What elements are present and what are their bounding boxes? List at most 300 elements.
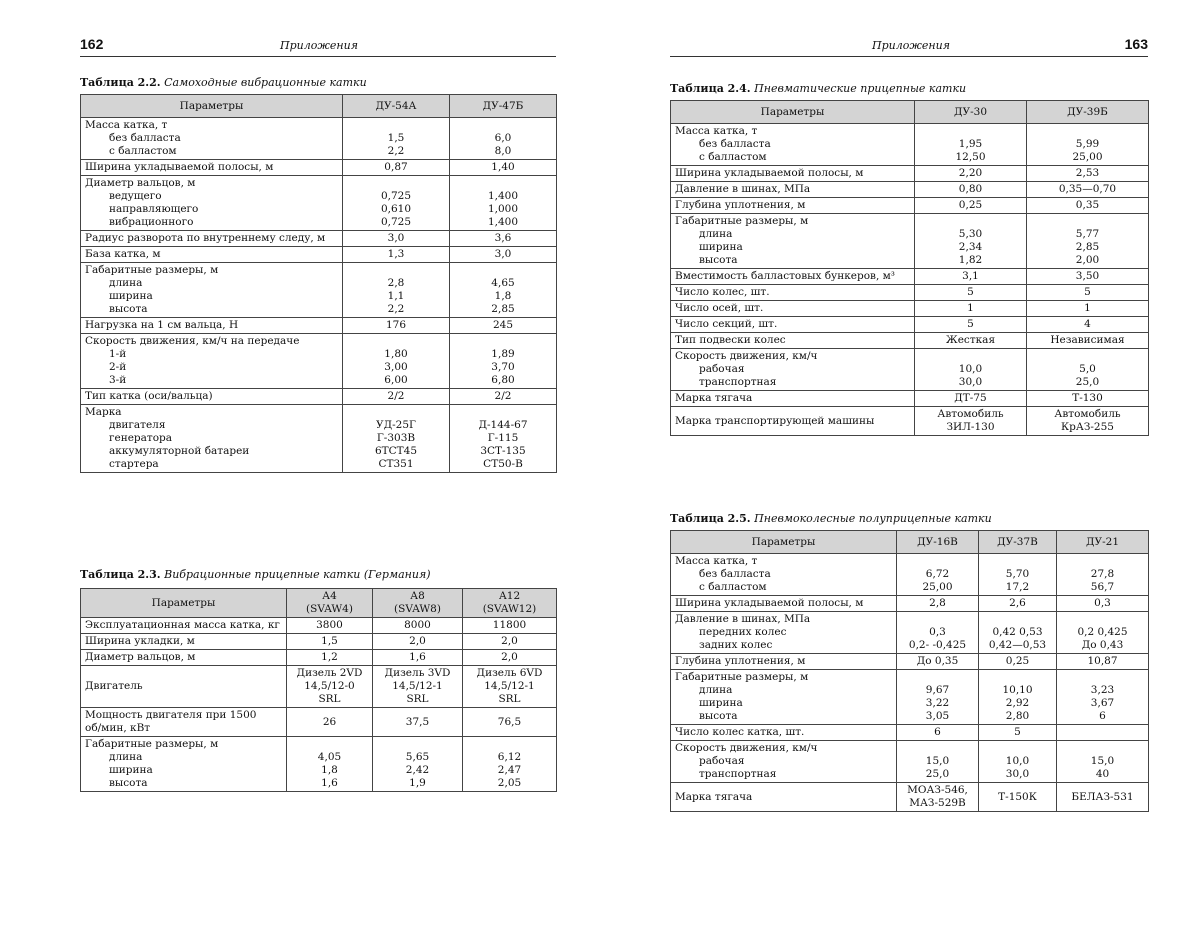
header-text: (SVAW8) [394, 603, 441, 615]
param-cell [671, 269, 915, 285]
param-label: Ширина укладываемой полосы, м [85, 161, 274, 173]
column-header-model [915, 101, 1027, 124]
value-text: 2,0 [409, 635, 426, 647]
param-label: Марка транспортирующей машины [675, 414, 875, 427]
param-cell [671, 198, 915, 214]
value-text: Автомобиль [937, 408, 1004, 420]
sub-param-label: длина [699, 228, 733, 240]
value-text: 25,0 [925, 768, 950, 780]
table-2-5-caption [670, 512, 992, 525]
value-cell [979, 554, 1057, 596]
value-cell [373, 650, 463, 666]
column-header-model [1027, 101, 1149, 124]
param-cell [81, 160, 343, 176]
value-text: 25,0 [1075, 376, 1100, 388]
value-text: 2,85 [491, 303, 515, 315]
sub-param-label: рабочая [699, 363, 745, 375]
value-text: 11800 [492, 619, 527, 631]
value-text: 0,2 0,425 [1077, 626, 1128, 638]
value-text: 0,80 [958, 183, 983, 195]
value-text: 4 [1084, 318, 1091, 330]
value-text: 14,5/12-0 [304, 680, 355, 692]
table-row [81, 666, 557, 708]
value-cell [450, 160, 557, 176]
value-text: 1,89 [491, 348, 515, 360]
value-cell [1027, 317, 1149, 333]
value-text: 26 [322, 715, 337, 728]
value-text: 5,30 [958, 228, 983, 240]
value-text: 2,47 [497, 764, 522, 776]
value-text: 3,00 [384, 361, 408, 373]
table-header-row [81, 95, 557, 118]
value-text: 3,1 [962, 270, 979, 282]
header-text: ДУ-16В [917, 535, 958, 548]
value-cell [915, 333, 1027, 349]
value-cell [1027, 391, 1149, 407]
value-cell [1057, 654, 1149, 670]
table-row [671, 741, 1149, 783]
column-header-model [343, 95, 450, 118]
value-text: 8000 [404, 619, 431, 631]
value-text: 1 [1084, 302, 1091, 314]
param-cell [81, 650, 287, 666]
value-text: Т-150К [998, 790, 1037, 803]
value-cell [450, 334, 557, 389]
right-page [600, 0, 1200, 928]
value-text: Независимая [1050, 334, 1125, 346]
sub-param-label: высота [109, 777, 148, 789]
table-2-3-title: Вибрационные прицепные катки (Германия) [164, 568, 431, 581]
value-text: 176 [385, 319, 407, 331]
param-label: Давление в шинах, МПа [675, 183, 811, 195]
header-text: А4 [322, 590, 337, 602]
value-text: 9,67 [925, 684, 950, 696]
table-row [671, 596, 1149, 612]
sub-param-label: высота [699, 710, 738, 722]
param-cell [671, 612, 897, 654]
param-label: Давление в шинах, МПа [675, 613, 811, 625]
value-text: 0,35 [1075, 199, 1100, 211]
value-text: 3,0 [494, 248, 512, 260]
value-text: 1,5 [387, 132, 405, 144]
value-text: 0,42 0,53 [992, 626, 1043, 638]
value-text: 1,82 [958, 254, 983, 266]
table-row [671, 301, 1149, 317]
value-text: 0,725 [380, 190, 412, 202]
value-text: 0,87 [384, 161, 408, 173]
value-text: Г-115 [487, 432, 519, 444]
value-cell [915, 285, 1027, 301]
value-text: 15,0 [925, 755, 950, 767]
value-text: 4,65 [491, 277, 515, 289]
value-text: 1,400 [487, 190, 519, 202]
column-header-model [373, 589, 463, 618]
value-cell [450, 176, 557, 231]
param-cell [81, 231, 343, 247]
value-text: 3,23 [1090, 684, 1115, 696]
value-cell [450, 247, 557, 263]
value-text: 2,2 [387, 145, 405, 157]
param-label: Число колес, шт. [675, 286, 770, 298]
param-label: Мощность двигателя при 1500 [85, 709, 257, 721]
value-cell [463, 666, 557, 708]
value-cell [287, 737, 373, 792]
table-2-5 [670, 530, 1149, 812]
param-label: Диаметр вальцов, м [85, 177, 196, 189]
value-text: 6,12 [497, 751, 522, 763]
value-cell [1057, 612, 1149, 654]
value-cell [979, 725, 1057, 741]
right-page-header [670, 36, 1148, 57]
table-row [671, 391, 1149, 407]
value-text: 1,6 [409, 651, 426, 663]
value-cell [979, 741, 1057, 783]
table-row [671, 654, 1149, 670]
table-2-3 [80, 588, 557, 792]
sub-param-label: ширина [109, 290, 153, 302]
value-text: 2,8 [929, 597, 946, 609]
table-row [81, 318, 557, 334]
column-header-model [897, 531, 979, 554]
value-cell [1027, 166, 1149, 182]
value-text: СТ50-В [483, 458, 523, 470]
param-label: Скорость движения, км/ч [675, 350, 818, 362]
value-cell [1027, 349, 1149, 391]
value-text: 3,70 [491, 361, 515, 373]
value-cell [1027, 214, 1149, 269]
header-text: Параметры [179, 99, 244, 112]
sub-param-label: транспортная [699, 376, 777, 388]
value-text: 3800 [316, 619, 343, 631]
sub-param-label: без балласта [699, 138, 771, 150]
sub-param-label: длина [109, 277, 143, 289]
value-text: 30,0 [1005, 768, 1030, 780]
param-cell [671, 349, 915, 391]
param-cell [671, 783, 897, 812]
value-cell [450, 405, 557, 473]
value-text: 2,53 [1075, 167, 1100, 179]
value-text: До 0,35 [916, 655, 959, 667]
table-row [671, 124, 1149, 166]
table-row [671, 269, 1149, 285]
sub-param-label: рабочая [699, 755, 745, 767]
value-text: 10,0 [1005, 755, 1030, 767]
table-row [81, 118, 557, 160]
value-text: 1,95 [958, 138, 983, 150]
value-text: 8,0 [494, 145, 512, 157]
value-text: 14,5/12-1 [484, 680, 535, 692]
value-text: 6,00 [384, 374, 408, 386]
sub-param-label: ширина [699, 241, 743, 253]
table-2-3-caption [80, 568, 431, 581]
value-text: 10,87 [1087, 655, 1118, 667]
header-text: ДУ-37В [997, 535, 1038, 548]
param-label: Глубина уплотнения, м [675, 655, 806, 667]
value-cell [915, 317, 1027, 333]
value-text: 1,400 [487, 216, 519, 228]
value-cell [450, 318, 557, 334]
sub-param-label: транспортная [699, 768, 777, 780]
value-cell [897, 725, 979, 741]
value-text: 2,8 [387, 277, 405, 289]
param-cell [81, 176, 343, 231]
column-header-model [450, 95, 557, 118]
param-cell [81, 634, 287, 650]
value-text: КрАЗ-255 [1061, 421, 1114, 433]
value-text: 56,7 [1090, 581, 1115, 593]
table-row [671, 285, 1149, 301]
sub-param-label: вибрационного [109, 216, 194, 228]
param-cell [81, 618, 287, 634]
value-text: 3,6 [494, 232, 512, 244]
value-cell [373, 618, 463, 634]
sub-param-label: 1-й [109, 348, 127, 360]
param-cell [81, 389, 343, 405]
param-label: База катка, м [85, 248, 161, 260]
value-cell [897, 783, 979, 812]
value-text: МОАЗ-546, [907, 784, 968, 796]
value-cell [897, 612, 979, 654]
table-2-4-caption [670, 82, 966, 95]
value-text: 10,0 [958, 363, 983, 375]
value-text: 5,99 [1075, 138, 1100, 150]
param-label: Диаметр вальцов, м [85, 651, 196, 663]
value-cell [915, 214, 1027, 269]
value-cell [1057, 725, 1149, 741]
value-cell [463, 737, 557, 792]
value-text: SRL [498, 693, 521, 705]
param-cell [671, 407, 915, 436]
table-row [671, 725, 1149, 741]
sub-param-label: ширина [699, 697, 743, 709]
param-cell [671, 391, 915, 407]
value-text: 0,3 [929, 626, 946, 638]
value-text: УД-25Г [376, 419, 416, 431]
value-text: ДТ-75 [954, 392, 987, 404]
table-row [671, 407, 1149, 436]
header-text: Параметры [151, 596, 216, 609]
table-2-4-title: Пневматические прицепные катки [754, 82, 967, 95]
param-cell [671, 182, 915, 198]
table-header-row [671, 101, 1149, 124]
param-cell [671, 317, 915, 333]
column-header-model [463, 589, 557, 618]
param-cell [671, 285, 915, 301]
param-label: Марка тягача [675, 790, 753, 803]
table-row [671, 198, 1149, 214]
value-cell [1027, 301, 1149, 317]
value-text: 0,3 [1094, 597, 1111, 609]
value-cell [343, 247, 450, 263]
value-text: 2,85 [1075, 241, 1100, 253]
value-text: 5,70 [1005, 568, 1030, 580]
sub-param-label: высота [109, 303, 148, 315]
header-text: ДУ-21 [1085, 535, 1120, 548]
value-text: 1 [967, 302, 974, 314]
param-cell [81, 247, 343, 263]
header-text: А12 [498, 590, 521, 602]
param-label: Тип подвески колес [675, 334, 786, 346]
value-text: SRL [406, 693, 429, 705]
value-text: 76,5 [497, 715, 522, 728]
table-row [81, 231, 557, 247]
value-text: СТ351 [378, 458, 414, 470]
param-cell [671, 741, 897, 783]
column-header-params [671, 531, 897, 554]
value-cell [343, 318, 450, 334]
table-row [671, 612, 1149, 654]
table-2-4 [670, 100, 1149, 436]
sub-param-label: с балластом [699, 581, 767, 593]
value-text: 0,25 [1005, 655, 1030, 667]
param-cell [671, 333, 915, 349]
value-cell [1027, 269, 1149, 285]
value-cell [463, 634, 557, 650]
value-cell [1057, 554, 1149, 596]
sub-param-label: 3-й [109, 374, 127, 386]
left-page-header [80, 36, 556, 57]
value-text: 6,0 [494, 132, 512, 144]
header-text: (SVAW4) [306, 603, 353, 615]
value-text: 2,34 [958, 241, 983, 253]
value-cell [1057, 783, 1149, 812]
table-row [81, 160, 557, 176]
value-cell [915, 349, 1027, 391]
column-header-model [287, 589, 373, 618]
value-text: 0,25 [958, 199, 983, 211]
value-cell [915, 182, 1027, 198]
value-text: 1,9 [409, 777, 426, 789]
value-cell [897, 554, 979, 596]
value-text: 1,5 [321, 635, 338, 647]
table-row [81, 618, 557, 634]
table-row [81, 737, 557, 792]
param-label: Масса катка, т [675, 555, 758, 567]
value-cell [450, 118, 557, 160]
value-cell [915, 391, 1027, 407]
value-text: Г-303В [376, 432, 416, 444]
value-cell [450, 231, 557, 247]
table-2-2-caption [80, 76, 367, 89]
value-text: Автомобиль [1054, 408, 1121, 420]
column-header-params [671, 101, 915, 124]
param-cell [81, 318, 343, 334]
value-text: 5,0 [1079, 363, 1096, 375]
param-label: Нагрузка на 1 см вальца, Н [85, 319, 239, 331]
value-text: 1,8 [321, 764, 338, 776]
value-text: 6 [934, 726, 941, 738]
value-cell [1027, 124, 1149, 166]
table-2-5-title: Пневмоколесные полуприцепные катки [754, 512, 992, 525]
value-text: 15,0 [1090, 755, 1115, 767]
value-text: Жесткая [945, 334, 996, 346]
value-text: 2,0 [501, 635, 518, 647]
value-cell [897, 670, 979, 725]
value-text: 4,05 [317, 751, 342, 763]
sub-param-label: аккумуляторной батареи [109, 445, 250, 457]
sub-param-label: длина [109, 751, 143, 763]
value-text: 0,725 [380, 216, 412, 228]
value-text: До 0,43 [1081, 639, 1124, 651]
table-row [81, 634, 557, 650]
value-text: 6ТСТ45 [374, 445, 418, 457]
param-cell [81, 737, 287, 792]
value-text: 2,0 [501, 651, 518, 663]
param-cell [81, 118, 343, 160]
value-text: 3,05 [925, 710, 950, 722]
param-label: Число осей, шт. [675, 302, 764, 314]
value-text: 3СТ-135 [480, 445, 526, 457]
value-cell [915, 269, 1027, 285]
sub-param-label: двигателя [109, 419, 166, 431]
param-label: Число секций, шт. [675, 318, 778, 330]
value-text: Дизель 6VD [476, 667, 543, 679]
value-cell [463, 650, 557, 666]
value-cell [450, 263, 557, 318]
param-cell [671, 554, 897, 596]
value-text: Д-144-67 [478, 419, 528, 431]
value-text: 2,05 [497, 777, 522, 789]
value-text: МАЗ-529В [909, 797, 966, 809]
param-label: Ширина укладываемой полосы, м [675, 597, 864, 609]
sub-param-label: без балласта [699, 568, 771, 580]
table-row [671, 214, 1149, 269]
param-cell [671, 301, 915, 317]
header-text: Параметры [751, 535, 816, 548]
param-label: Число колес катка, шт. [675, 726, 805, 738]
param-cell [671, 725, 897, 741]
value-text: 2,6 [1009, 597, 1026, 609]
param-label: Габаритные размеры, м [85, 264, 219, 276]
value-cell [915, 198, 1027, 214]
sub-param-label: 2-й [109, 361, 127, 373]
param-cell [671, 596, 897, 612]
value-text: 25,00 [922, 581, 953, 593]
table-row [671, 670, 1149, 725]
param-cell [671, 166, 915, 182]
value-cell [343, 389, 450, 405]
value-cell [343, 160, 450, 176]
param-label: Эксплуатационная масса катка, кг [85, 619, 280, 631]
param-label: Габаритные размеры, м [675, 671, 809, 683]
value-cell [343, 263, 450, 318]
header-text: Параметры [760, 105, 825, 118]
table-row [671, 317, 1149, 333]
param-cell [81, 263, 343, 318]
value-cell [373, 634, 463, 650]
value-text: 5 [1084, 286, 1091, 298]
sub-param-label: длина [699, 684, 733, 696]
value-text: 2/2 [387, 390, 405, 402]
param-cell [671, 214, 915, 269]
param-cell [81, 334, 343, 389]
value-cell [1027, 182, 1149, 198]
sub-param-label: ширина [109, 764, 153, 776]
value-text: 3,50 [1075, 270, 1100, 282]
param-cell [671, 670, 897, 725]
value-text: ЗИЛ-130 [946, 421, 995, 433]
value-text: Дизель 2VD [296, 667, 363, 679]
param-label: Ширина укладываемой полосы, м [675, 167, 864, 179]
value-text: 27,8 [1090, 568, 1115, 580]
table-2-5-label: Таблица 2.5. [670, 512, 751, 525]
table-row [81, 708, 557, 737]
param-label: Габаритные размеры, м [85, 738, 219, 750]
value-text: 5 [967, 318, 974, 330]
table-2-2-label: Таблица 2.2. [80, 76, 161, 89]
value-text: 1,2 [321, 651, 338, 663]
table-row [671, 783, 1149, 812]
